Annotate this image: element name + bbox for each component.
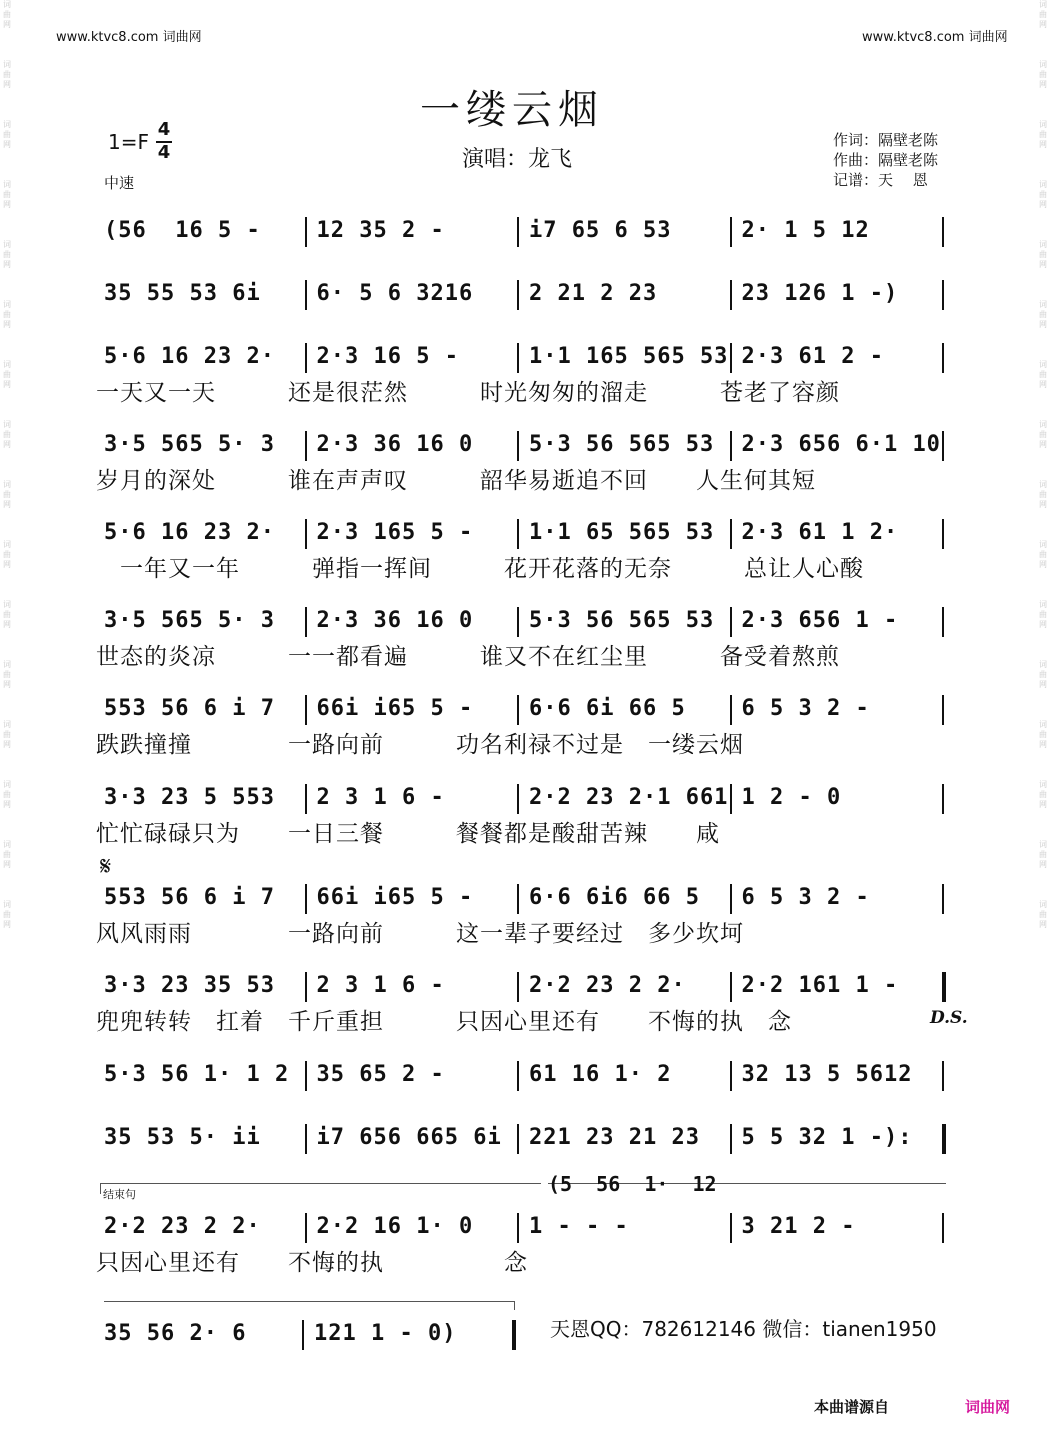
watermark-glyph: 曲 (3, 610, 11, 619)
measure: 32 13 5 5612 (741, 1062, 913, 1087)
measure: 2·3 61 1 2· (741, 520, 899, 545)
lyrics-line: 跌跌撞撞 一路向前 功名利禄不过是 一缕云烟 (96, 732, 744, 758)
watermark-glyph: 曲 (3, 850, 11, 859)
watermark-glyph: 曲 (1039, 70, 1047, 79)
measure: 3·5 565 5· 3 (104, 608, 275, 633)
barline (942, 784, 944, 814)
barline (942, 972, 946, 1002)
lyrics-line: 忙忙碌碌只为 一日三餐 餐餐都是酸甜苦辣 咸 (96, 821, 720, 847)
watermark-glyph: 网 (3, 20, 11, 29)
measure: 2·2 23 2·1 661 (529, 785, 729, 810)
barline (517, 431, 519, 461)
measure: 2·3 36 16 0 (316, 432, 474, 457)
barline (730, 607, 732, 637)
measure: 2·3 165 5 - (316, 520, 474, 545)
measure: i7 656 665 6i (316, 1125, 502, 1150)
measure: 3·3 23 5 553 (104, 785, 275, 810)
watermark-glyph: 曲 (1039, 430, 1047, 439)
measure: 1·1 165 565 53 (529, 344, 729, 369)
measure: 3 21 2 - (741, 1214, 856, 1239)
watermark-glyph: 词 (1039, 180, 1047, 189)
barline (942, 1124, 946, 1154)
lyricist-credit: 作词：隔壁老陈 (833, 131, 939, 149)
watermark-glyph: 网 (1039, 740, 1047, 749)
measure: 6 5 3 2 - (741, 696, 870, 721)
watermark-glyph: 词 (1039, 120, 1047, 129)
measure: 5·6 16 23 2· (104, 344, 275, 369)
lyrics-line: 兜兜转转 扛着 千斤重担 只因心里还有 不悔的执 念 (96, 1009, 792, 1035)
measure: 2·2 16 1· 0 (316, 1214, 474, 1239)
watermark-glyph: 词 (3, 240, 11, 249)
watermark-glyph: 词 (3, 420, 11, 429)
composer-credit: 作曲：隔壁老陈 (833, 151, 939, 169)
measure: i7 65 6 53 (529, 218, 672, 243)
measure: 2·2 161 1 - (741, 973, 899, 998)
watermark-glyph: 网 (3, 200, 11, 209)
key-signature: 1=F (108, 130, 149, 154)
watermark-glyph: 网 (1039, 860, 1047, 869)
watermark-glyph: 曲 (3, 10, 11, 19)
watermark-glyph: 词 (3, 300, 11, 309)
barline (730, 1061, 732, 1091)
measure: 66i i65 5 - (316, 885, 474, 910)
barline (730, 1213, 732, 1243)
watermark-glyph: 词 (1039, 420, 1047, 429)
watermark-glyph: 词 (3, 60, 11, 69)
measure: 221 23 21 23 (529, 1125, 700, 1150)
segno-sign: 𝄋 (100, 852, 112, 882)
barline (305, 607, 307, 637)
measure: 35 55 53 6i (104, 281, 261, 306)
measure: 35 53 5· ii (104, 1125, 261, 1150)
watermark-glyph: 曲 (1039, 850, 1047, 859)
barline (305, 280, 307, 310)
barline (942, 695, 944, 725)
watermark-glyph: 网 (1039, 440, 1047, 449)
watermark-glyph: 网 (3, 680, 11, 689)
barline (517, 1213, 519, 1243)
watermark-glyph: 网 (1039, 200, 1047, 209)
notation-system (100, 277, 950, 317)
watermark-glyph: 网 (1039, 320, 1047, 329)
lyrics-line: 一天又一天 还是很茫然 时光匆匆的溜走 苍老了容颜 (96, 380, 840, 406)
measure: 2· 1 5 12 (741, 218, 870, 243)
watermark-glyph: 网 (1039, 380, 1047, 389)
barline (517, 695, 519, 725)
barline (517, 784, 519, 814)
barline (517, 217, 519, 247)
measure: 2·3 656 6·1 10 (741, 432, 941, 457)
watermark-glyph: 网 (1039, 920, 1047, 929)
watermark-glyph: 词 (1039, 900, 1047, 909)
lyrics-line: 风风雨雨 一路向前 这一辈子要经过 多少坎坷 (96, 921, 744, 947)
barline (942, 519, 944, 549)
barline (942, 280, 944, 310)
barline (942, 217, 944, 247)
watermark-glyph: 词 (3, 600, 11, 609)
barline (730, 217, 732, 247)
barline (517, 884, 519, 914)
watermark-glyph: 曲 (1039, 370, 1047, 379)
watermark-glyph: 词 (3, 360, 11, 369)
barline (942, 607, 944, 637)
ending-bracket (100, 1183, 541, 1194)
barline (942, 1061, 944, 1091)
ending-label: 结束句 (103, 1188, 136, 1201)
measure: 6· 5 6 3216 (316, 281, 474, 306)
measure: 2 21 2 23 (529, 281, 658, 306)
lyrics-line: 只因心里还有 不悔的执 念 (96, 1250, 528, 1276)
barline (730, 343, 732, 373)
watermark-glyph: 词 (3, 0, 11, 9)
time-signature (156, 120, 172, 163)
notation-system (100, 692, 950, 732)
barline (305, 343, 307, 373)
notation-system (100, 1121, 950, 1161)
watermark-glyph: 曲 (1039, 550, 1047, 559)
watermark-glyph: 曲 (1039, 130, 1047, 139)
barline (305, 1061, 307, 1091)
singer-credit: 演唱：龙飞 (462, 147, 573, 172)
watermark-glyph: 网 (3, 740, 11, 749)
time-signature-bottom: 4 (157, 142, 171, 163)
notation-system (100, 340, 950, 380)
notation-system (100, 1058, 950, 1098)
barline (730, 884, 732, 914)
measure: 1 2 - 0 (741, 785, 842, 810)
watermark-glyph: 网 (3, 380, 11, 389)
watermark-glyph: 网 (1039, 500, 1047, 509)
measure: 2 3 1 6 - (316, 785, 445, 810)
watermark-glyph: 网 (1039, 560, 1047, 569)
barline (517, 972, 519, 1002)
barline (517, 280, 519, 310)
footer-source: 本曲谱源自 (814, 1398, 890, 1416)
measure: 61 16 1· 2 (529, 1062, 672, 1087)
watermark-glyph: 曲 (3, 790, 11, 799)
alt-notation: (5 56 1· 12 (548, 1172, 717, 1196)
watermark-glyph: 词 (1039, 60, 1047, 69)
measure: 2·3 61 2 - (741, 344, 884, 369)
measure: 5·6 16 23 2· (104, 520, 275, 545)
watermark-glyph: 曲 (3, 730, 11, 739)
barline (305, 1213, 307, 1243)
watermark-glyph: 曲 (3, 670, 11, 679)
barline (942, 1213, 944, 1243)
watermark-glyph: 曲 (1039, 910, 1047, 919)
left-watermark-strip (0, 0, 14, 1445)
watermark-glyph: 词 (1039, 0, 1047, 9)
watermark-glyph: 曲 (1039, 190, 1047, 199)
measure: 2·3 656 1 - (741, 608, 899, 633)
measure: 2·2 23 2 2· (104, 1214, 261, 1239)
watermark-glyph: 网 (1039, 140, 1047, 149)
barline (730, 972, 732, 1002)
contact-info: 天恩QQ：782612146 微信：tianen1950 (550, 1317, 937, 1341)
barline (305, 431, 307, 461)
measure: 5·3 56 1· 1 2 (104, 1062, 290, 1087)
watermark-glyph: 曲 (1039, 730, 1047, 739)
barline (517, 1061, 519, 1091)
watermark-glyph: 曲 (3, 490, 11, 499)
watermark-glyph: 网 (3, 620, 11, 629)
barline (305, 784, 307, 814)
watermark-glyph: 网 (1039, 260, 1047, 269)
watermark-glyph: 词 (3, 180, 11, 189)
barline (517, 1124, 519, 1154)
watermark-glyph: 曲 (1039, 310, 1047, 319)
watermark-glyph: 词 (1039, 300, 1047, 309)
song-title: 一缕云烟 (420, 87, 604, 133)
notation-system (100, 781, 950, 821)
barline (730, 695, 732, 725)
barline (302, 1320, 304, 1350)
watermark-glyph: 曲 (3, 910, 11, 919)
watermark-glyph: 词 (1039, 480, 1047, 489)
measure: 12 35 2 - (316, 218, 445, 243)
watermark-glyph: 网 (3, 500, 11, 509)
watermark-glyph: 词 (1039, 840, 1047, 849)
time-signature-top: 4 (157, 119, 171, 140)
watermark-glyph: 曲 (3, 250, 11, 259)
final-bracket (104, 1301, 515, 1310)
barline (942, 343, 944, 373)
barline (730, 784, 732, 814)
watermark-glyph: 曲 (3, 130, 11, 139)
watermark-glyph: 曲 (1039, 610, 1047, 619)
credits-block (833, 130, 938, 190)
watermark-glyph: 词 (3, 120, 11, 129)
footer-site-logo[interactable]: 词曲网 (965, 1398, 1011, 1416)
lyrics-line: 一年又一年 弹指一挥间 花开花落的无奈 总让人心酸 (96, 556, 864, 582)
measure: 1·1 65 565 53 (529, 520, 715, 545)
barline (942, 884, 944, 914)
barline (305, 217, 307, 247)
notation-system (100, 881, 950, 921)
watermark-glyph: 曲 (1039, 10, 1047, 19)
watermark-glyph: 词 (1039, 780, 1047, 789)
measure: 2·3 16 5 - (316, 344, 459, 369)
measure: 5 5 32 1 -): (741, 1125, 913, 1150)
watermark-glyph: 曲 (3, 310, 11, 319)
measure: 3·5 565 5· 3 (104, 432, 275, 457)
measure: 5·3 56 565 53 (529, 608, 715, 633)
measure: 1 - - - (529, 1214, 629, 1239)
barline (305, 884, 307, 914)
barline (942, 431, 944, 461)
watermark-glyph: 曲 (3, 190, 11, 199)
watermark-glyph: 词 (1039, 360, 1047, 369)
watermark-glyph: 网 (3, 440, 11, 449)
lyrics-line: 世态的炎凉 一一都看遍 谁又不在红尘里 备受着熬煎 (96, 644, 840, 670)
watermark-glyph: 词 (3, 780, 11, 789)
watermark-glyph: 曲 (1039, 670, 1047, 679)
notation-system (100, 428, 950, 468)
tempo-marking: 中速 (104, 174, 135, 192)
transcriber-credit: 记谱：天 恩 (833, 171, 928, 189)
watermark-glyph: 词 (3, 660, 11, 669)
watermark-glyph: 词 (1039, 540, 1047, 549)
notation-system (100, 1210, 950, 1250)
measure: 2·3 36 16 0 (316, 608, 474, 633)
barline (305, 1124, 307, 1154)
watermark-glyph: 网 (3, 860, 11, 869)
watermark-glyph: 曲 (3, 370, 11, 379)
ds-marking: D.S. (930, 1008, 968, 1028)
barline (730, 1124, 732, 1154)
barline (517, 519, 519, 549)
watermark-glyph: 网 (1039, 620, 1047, 629)
measure: 23 126 1 -) (741, 281, 899, 306)
watermark-glyph: 词 (3, 900, 11, 909)
watermark-glyph: 网 (3, 320, 11, 329)
measure: 35 65 2 - (316, 1062, 445, 1087)
barline (512, 1320, 516, 1350)
watermark-glyph: 网 (3, 800, 11, 809)
notation-system (100, 214, 950, 254)
watermark-glyph: 词 (3, 540, 11, 549)
barline (517, 607, 519, 637)
watermark-glyph: 曲 (3, 550, 11, 559)
watermark-glyph: 曲 (3, 70, 11, 79)
barline (305, 695, 307, 725)
watermark-glyph: 网 (1039, 800, 1047, 809)
barline (730, 431, 732, 461)
measure: 2·2 23 2 2· (529, 973, 686, 998)
measure: (56 16 5 - (104, 218, 261, 243)
measure: 35 56 2· 6 (104, 1321, 247, 1346)
header-right-site[interactable]: www.ktvc8.com 词曲网 (862, 30, 1008, 45)
measure: 2 3 1 6 - (316, 973, 445, 998)
measure: 553 56 6 i 7 (104, 696, 275, 721)
barline (730, 519, 732, 549)
lyrics-line: 岁月的深处 谁在声声叹 韶华易逝追不回 人生何其短 (96, 468, 816, 494)
barline (305, 519, 307, 549)
watermark-glyph: 词 (3, 840, 11, 849)
watermark-glyph: 网 (3, 140, 11, 149)
measure: 3·3 23 35 53 (104, 973, 275, 998)
measure: 6·6 6i 66 5 (529, 696, 686, 721)
measure: 6 5 3 2 - (741, 885, 870, 910)
watermark-glyph: 曲 (3, 430, 11, 439)
watermark-glyph: 词 (1039, 600, 1047, 609)
watermark-glyph: 曲 (1039, 790, 1047, 799)
notation-system (100, 969, 950, 1009)
barline (305, 972, 307, 1002)
measure: 6·6 6i6 66 5 (529, 885, 700, 910)
right-watermark-strip (1036, 0, 1050, 1445)
watermark-glyph: 词 (3, 480, 11, 489)
watermark-glyph: 词 (3, 720, 11, 729)
measure: 66i i65 5 - (316, 696, 474, 721)
watermark-glyph: 网 (1039, 20, 1047, 29)
barline (730, 280, 732, 310)
watermark-glyph: 网 (1039, 680, 1047, 689)
watermark-glyph: 网 (3, 260, 11, 269)
watermark-glyph: 网 (3, 80, 11, 89)
watermark-glyph: 曲 (1039, 490, 1047, 499)
measure: 121 1 - 0) (314, 1321, 457, 1346)
watermark-glyph: 词 (1039, 720, 1047, 729)
watermark-glyph: 词 (1039, 660, 1047, 669)
notation-system (100, 516, 950, 556)
measure: 5·3 56 565 53 (529, 432, 715, 457)
watermark-glyph: 曲 (1039, 250, 1047, 259)
header-left-site[interactable]: www.ktvc8.com 词曲网 (56, 30, 202, 45)
watermark-glyph: 网 (3, 920, 11, 929)
measure: 553 56 6 i 7 (104, 885, 275, 910)
watermark-glyph: 词 (1039, 240, 1047, 249)
watermark-glyph: 网 (3, 560, 11, 569)
notation-system (100, 604, 950, 644)
barline (517, 343, 519, 373)
watermark-glyph: 网 (1039, 80, 1047, 89)
